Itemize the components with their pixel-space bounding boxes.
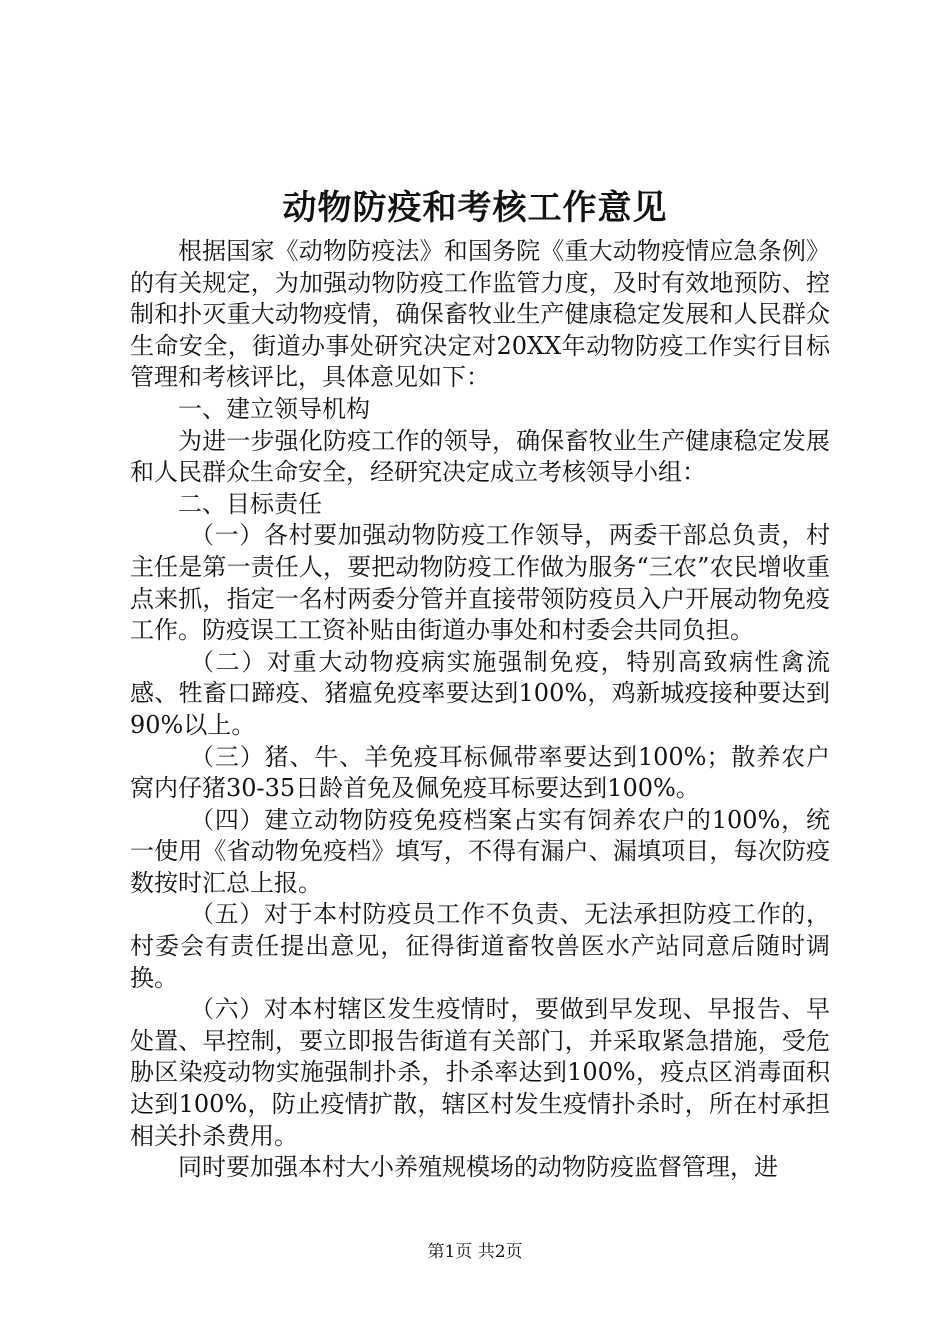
target-item-2: （二）对重大动物疫病实施强制免疫，特别高致病性禽流感、牲畜口蹄疫、猪瘟免疫率要达到100%，鸡新城疫接种要达到90%以上。 [130, 647, 830, 739]
target-item-1: （一）各村要加强动物防疫工作领导，两委干部总负责，村主任是第一责任人，要把动物防疫工作做为服务“三农”农民增收重点来抓，指定一名村两委分管并直接带领防疫员入户开展动物免疫工作。防疫误工工资补贴由街道办事处和村委会共同负担。 [130, 521, 830, 645]
document-title: 动物防疫和考核工作意见 [282, 188, 668, 228]
section-heading-leadership: 一、建立领导机构 [178, 394, 370, 423]
leadership-paragraph: 为进一步强化防疫工作的领导，确保畜牧业生产健康稳定发展和人民群众生命安全，经研究决定成立考核领导小组： [130, 426, 830, 487]
document-body [130, 236, 830, 1184]
target-item-4: （四）建立动物防疫免疫档案占实有饲养农户的100%，统一使用《省动物免疫档》填写，不得有漏户、漏填项目，每次防疫数按时汇总上报。 [130, 805, 830, 897]
target-item-3: （三）猪、牛、羊免疫耳标佩带率要达到100%；散养农户窝内仔猪30-35日龄首免及佩免疫耳标要达到100%。 [130, 742, 830, 803]
intro-paragraph: 根据国家《动物防疫法》和国务院《重大动物疫情应急条例》的有关规定，为加强动物防疫工作监管力度，及时有效地预防、控制和扑灭重大动物疫情，确保畜牧业生产健康稳定发展和人民群众生命安全，街道办事处研究决定对20XX年动物防疫工作实行目标管理和考核评比，具体意见如下： [130, 237, 830, 392]
target-item-5: （五）对于本村防疫员工作不负责、无法承担防疫工作的，村委会有责任提出意见，征得街道畜牧兽医水产站同意后随时调换。 [130, 900, 830, 992]
closing-paragraph: 同时要加强本村大小养殖规模场的动物防疫监督管理，进 [178, 1153, 778, 1182]
page-number-footer: 第1页 共2页 [427, 1242, 523, 1262]
section-heading-targets: 二、目标责任 [178, 489, 322, 518]
target-item-6: （六）对本村辖区发生疫情时，要做到早发现、早报告、早处置、早控制，要立即报告街道有关部门，并采取紧急措施，受危胁区染疫动物实施强制扑杀，扑杀率达到100%，疫点区消毒面积达到100%，防止疫情扩散，辖区村发生疫情扑杀时，所在村承担相关扑杀费用。 [130, 995, 830, 1150]
